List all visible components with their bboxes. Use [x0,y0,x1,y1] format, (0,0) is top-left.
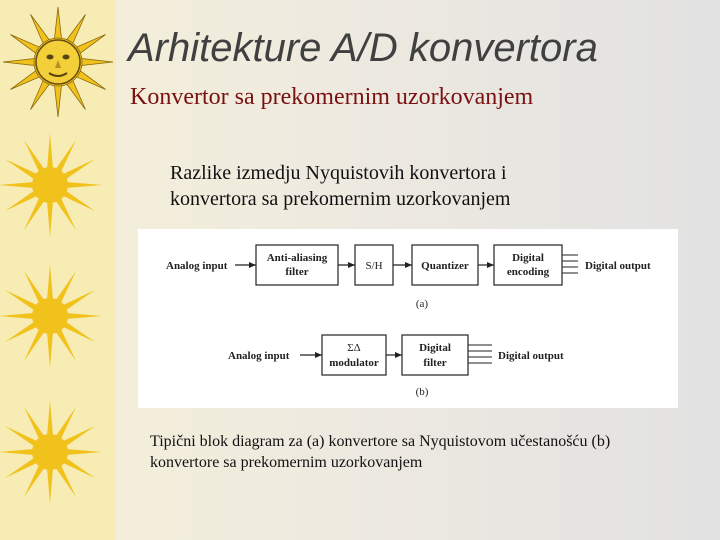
digital-encoding-block [494,245,562,285]
slide-title: Arhitekture A/D konvertora [128,26,598,70]
block-diagram-figure [138,229,678,408]
diagram-b-output-label: Digital output [498,350,564,362]
diagram-b [228,335,564,398]
lead-line: konvertora sa prekomernim uzorkovanjem [170,188,511,210]
block-label: Digital [512,252,544,264]
block-label: Quantizer [421,260,469,272]
sun-face-icon [3,7,113,117]
digital-filter-block [402,335,468,375]
block-label: filter [285,266,309,278]
slide-subtitle: Konvertor sa prekomernim uzorkovanjem [130,84,534,110]
sun-icon [0,264,102,368]
figure-caption [150,432,610,474]
diagram-b-input-label: Analog input [228,350,290,362]
lead-line: Razlike izmedju Nyquistovih konvertora i [170,162,507,184]
sigma-delta-modulator-block [322,335,386,375]
block-label: modulator [329,357,379,369]
block-diagram [138,229,678,408]
caption-line: Tipični blok diagram za (a) konvertore sa Nyquistovom učestanošću (b) [150,433,611,450]
block-label: ΣΔ [347,342,361,354]
sun-icon [0,133,102,237]
block-label: filter [423,357,447,369]
anti-aliasing-filter-block [256,245,338,285]
diagram-a-output-label: Digital output [585,260,651,272]
diagram-a [166,245,651,310]
block-label: S/H [365,260,383,272]
block-label: Digital [419,342,451,354]
lead-text [170,160,510,212]
diagram-b-sublabel: (b) [415,386,429,398]
block-label: Anti-aliasing [266,252,328,264]
diagram-a-sublabel: (a) [415,298,429,310]
caption-line: konvertore sa prekomernim uzorkovanjem [150,453,423,471]
diagram-a-input-label: Analog input [166,260,228,272]
sun-decorations [0,0,116,540]
block-label: encoding [506,266,550,278]
sun-icon [0,400,102,504]
